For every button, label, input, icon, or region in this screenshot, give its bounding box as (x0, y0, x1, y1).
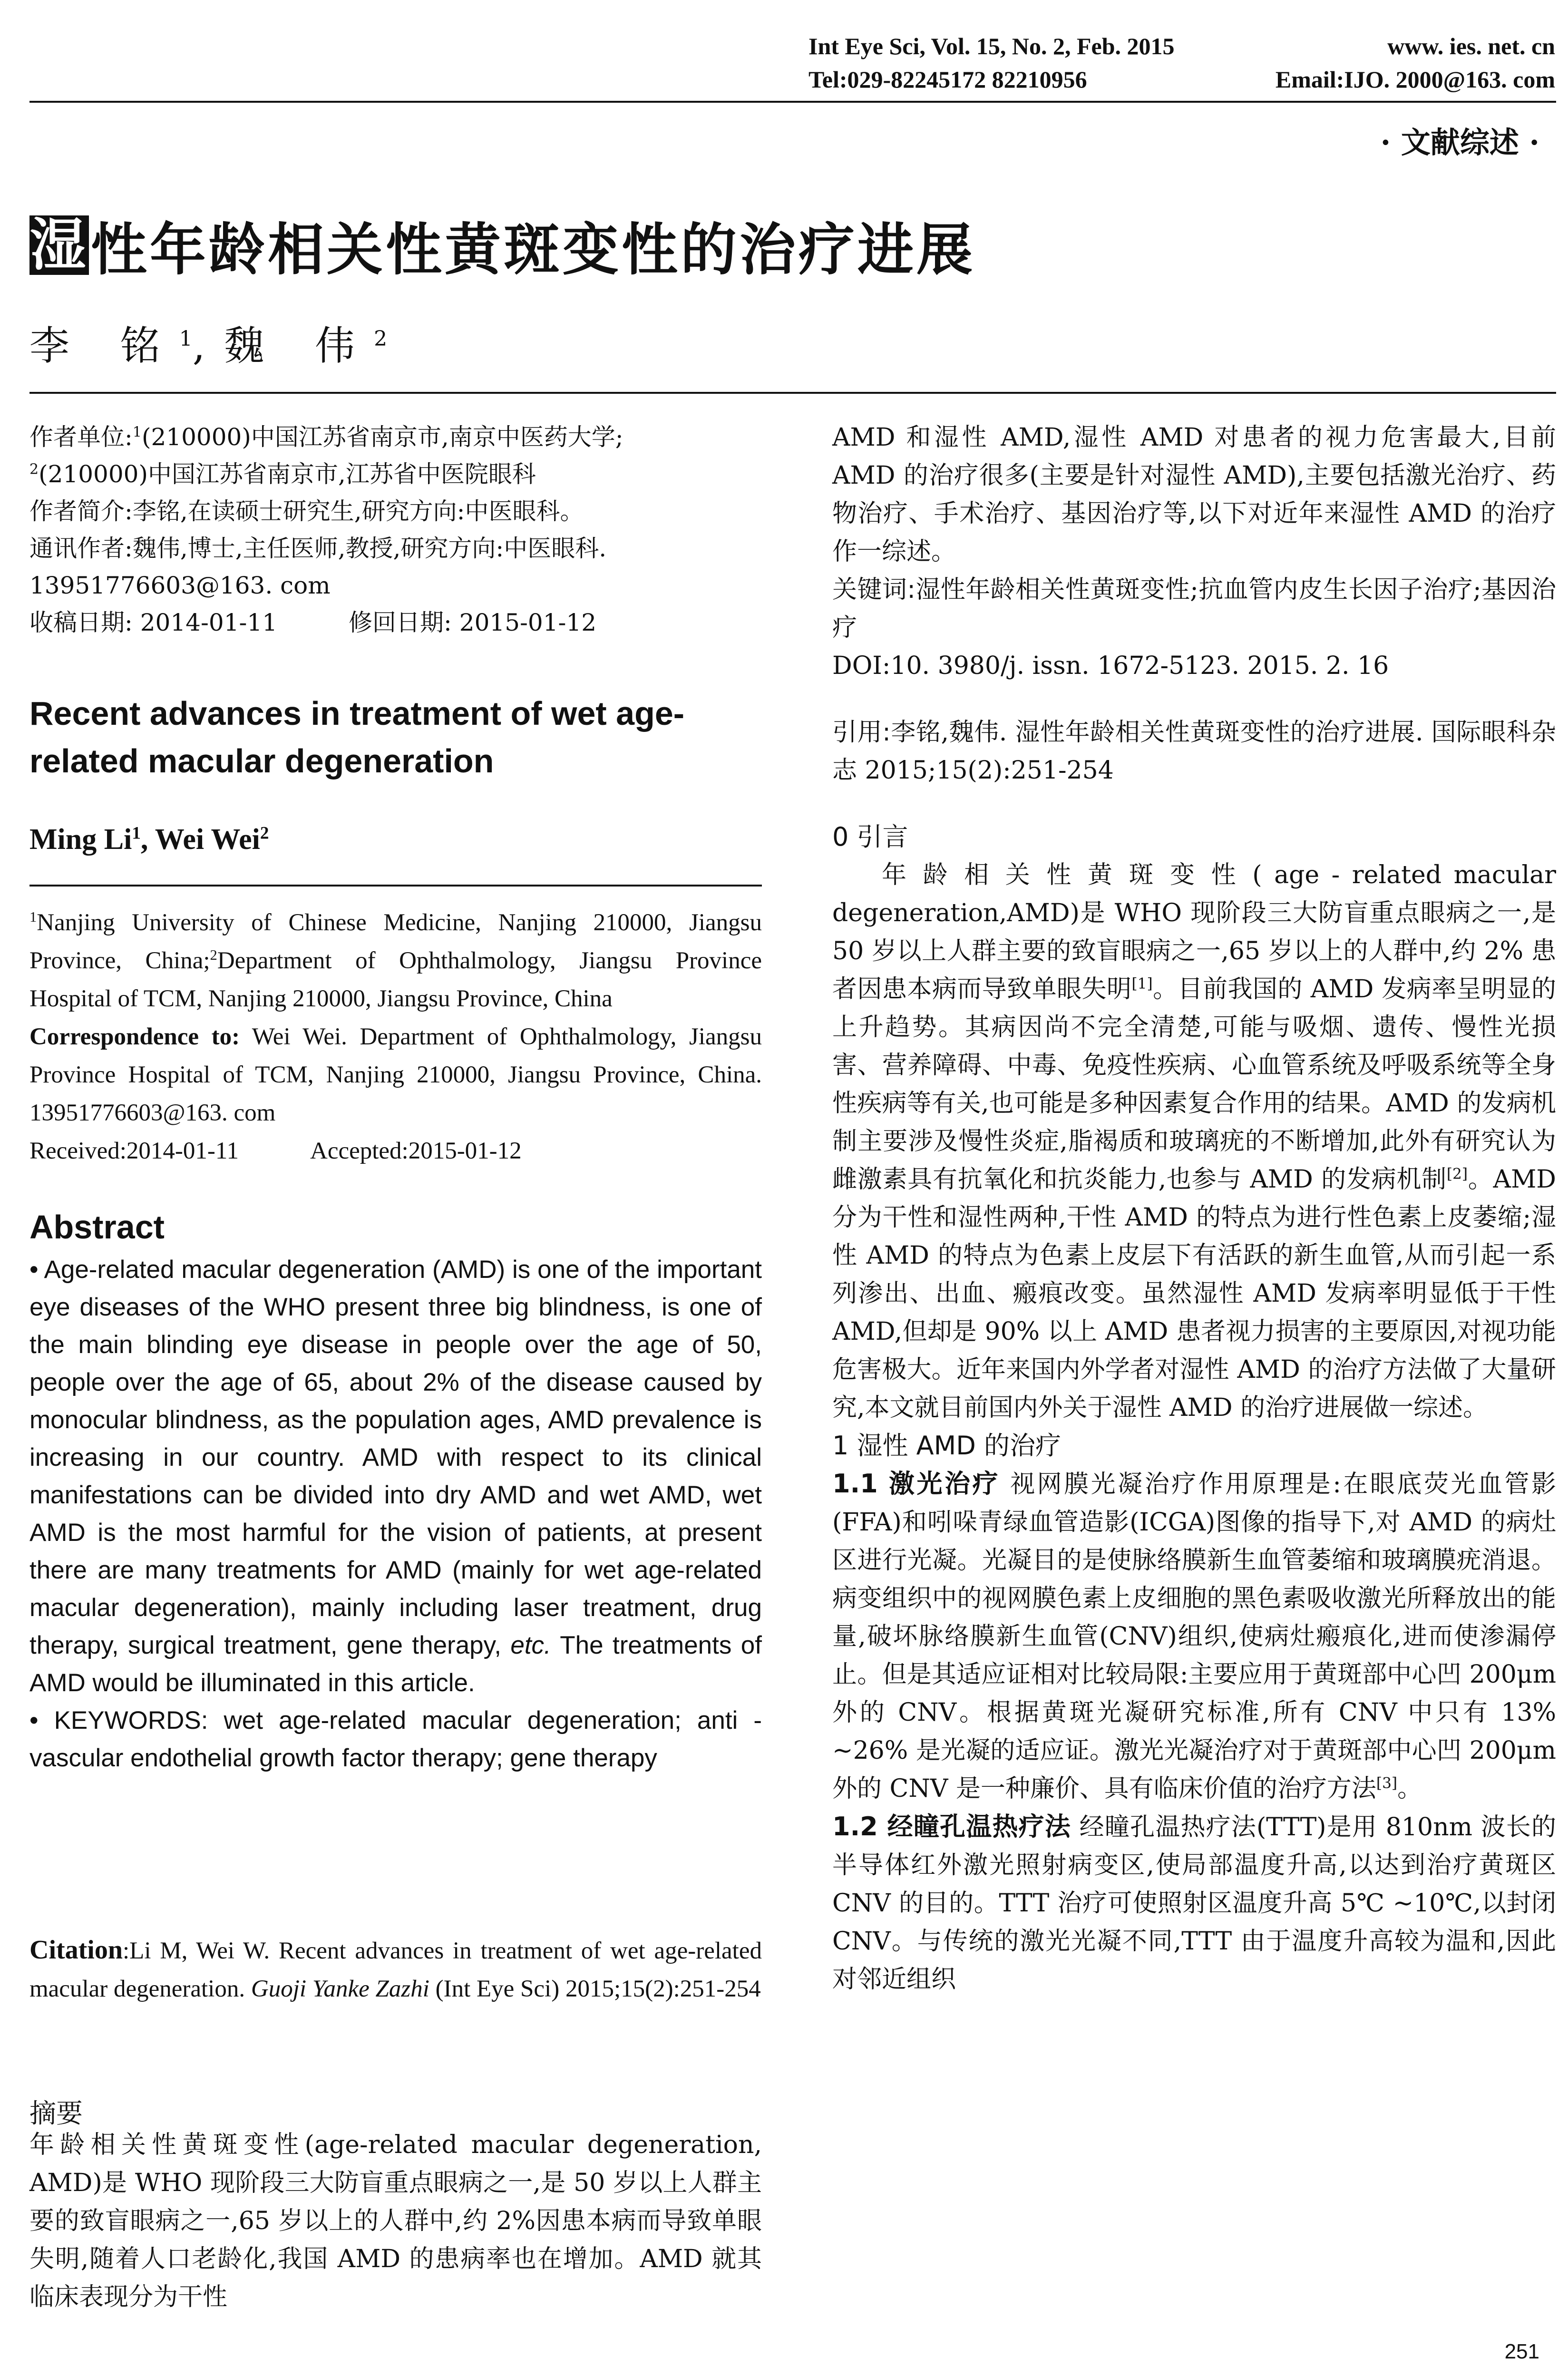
author-sep: , (192, 322, 224, 369)
title-divider (29, 392, 1556, 394)
affil1-text: Nanjing University of Chinese Medicine, Nanjing 210000, Jiangsu Province, China; (29, 909, 762, 974)
cite-text-cn: 李铭,魏伟. 湿性年龄相关性黄斑变性的治疗进展. 国际眼科杂志 2015;15(2):251-254 (832, 718, 1556, 785)
keywords-cn: 湿性年龄相关性黄斑变性;抗血管内皮生长因子治疗;基因治疗 (832, 575, 1556, 642)
unit-label: 作者单位: (29, 423, 133, 451)
abstract-etc: etc. (510, 1631, 551, 1659)
correspondence-text: Wei Wei. Department of Ophthalmology, Jiangsu Province Hospital of TCM, Nanjing 210000, Jiangsu Province, China. 13951776603@163. com (29, 1023, 762, 1126)
correspondence-label: Correspondence to: (29, 1023, 240, 1050)
cite-label-cn: 引用: (832, 718, 891, 747)
corr-contact: 13951776603@163. com (29, 572, 331, 599)
author-info-cn (29, 419, 762, 641)
english-affiliations (29, 904, 762, 1170)
citation-label: Citation (29, 1935, 123, 1965)
affil1-sup: 1 (29, 909, 37, 925)
author-2-en: Wei Wei (155, 823, 260, 856)
right-column (832, 419, 1556, 1998)
author-1-en-sup: 1 (132, 823, 141, 843)
citation-journal: Guoji Yanke Zazhi (251, 1976, 429, 2002)
citation (29, 1931, 762, 2008)
author-2-sup: 2 (374, 327, 388, 351)
revised-date-cn: 修回日期: 2015-01-12 (349, 609, 597, 636)
accepted-date-en: Accepted:2015-01-12 (310, 1138, 522, 1164)
section-0-heading: 0 引言 (832, 822, 908, 852)
section-1-2-heading: 1.2 经瞳孔温热疗法 (832, 1812, 1071, 1841)
section-1-heading: 1 湿性 AMD 的治疗 (832, 1431, 1061, 1461)
title-first-char: 湿 (29, 212, 89, 278)
received-date-cn: 收稿日期: 2014-01-11 (29, 609, 278, 636)
citation-tail: 2015;15(2):251-254 (565, 1976, 761, 2002)
affil2-sup: 2 (210, 947, 217, 963)
ref-1[interactable]: [1] (1131, 975, 1153, 993)
english-authors: Ming Li$^1$, Wei Wei$^2$ (29, 823, 269, 856)
page-title (29, 205, 975, 285)
journal-email[interactable]: Email:IJO. 2000@163. com (1275, 66, 1555, 93)
intro-part-c: 。AMD 分为干性和湿性两种,干性 AMD 的特点为进行性色素上皮萎缩;湿性 AMD 的特点为色素上皮层下有活跃的新生血管,从而引起一系列渗出、出血、瘢痕改变。虽然湿性 AMD 发病率明显低于干性 AMD,但却是 90% 以上 AMD 患者视力损害的主要原因,对视功能危害极大。近年来国内外学者对湿性 AMD 的治疗方法做了大量研究,本文就目前国内外关于湿性 AMD 的治疗进展做一综述。 (832, 1165, 1556, 1422)
keywords-label: 关键词: (832, 575, 915, 604)
citation-journal-en: (Int Eye Sci) (429, 1976, 565, 2002)
author-bio: 作者简介:李铭,在读硕士研究生,研究方向:中医眼科。 (29, 497, 584, 525)
author-2-cn: 魏 伟 (224, 322, 374, 369)
journal-tel: Tel:029-82245172 82210956 (808, 66, 1087, 93)
ttt-text: 经瞳孔温热疗法(TTT)是用 810nm 波长的半导体红外激光照射病变区,使局部温度升高,以达到治疗黄斑区 CNV 的目的。TTT 治疗可使照射区温度升高 5℃ ~10℃,以封闭 CNV。与传统的激光光凝不同,TTT 由于温度升高较为温和,因此对邻近组织 (832, 1813, 1556, 1994)
cn-abstract-continued: AMD 和湿性 AMD,湿性 AMD 对患者的视力危害最大,目前 AMD 的治疗很多(主要是针对湿性 AMD),主要包括激光治疗、药物治疗、手术治疗、基因治疗等,以下对近年来湿性 AMD 的治疗作一综述。 (832, 423, 1556, 566)
ref-3[interactable]: [3] (1376, 1774, 1398, 1792)
abstract-keywords: • KEYWORDS: wet age-related macular degeneration; anti - vascular endothelial growth factor therapy; gene therapy (29, 1706, 762, 1772)
intro-part-a: 年 龄 相 关 性 黄 斑 变 性 ( age - related macular degeneration,AMD)是 WHO 现阶段三大防盲重点眼病之一,是 50 岁以上人群主要的致盲眼病之一,65 岁以上的人群中,约 2% 患者因患本病而导致单眼失明 (832, 861, 1556, 1003)
journal-website[interactable]: www. ies. net. cn (1387, 33, 1555, 59)
abstract-heading: Abstract (29, 1208, 165, 1246)
received-date-en: Received:2014-01-11 (29, 1138, 239, 1164)
unit2-text: (210000)中国江苏省南京市,江苏省中医院眼科 (39, 460, 536, 488)
section-tag: · 文献综述 · (1380, 125, 1539, 160)
corresponding-author: 通讯作者:魏伟,博士,主任医师,教授,研究方向:中医眼科. (29, 535, 607, 562)
section-1-1-heading: 1.1 激光治疗 (832, 1469, 1001, 1499)
intro-part-b: 。目前我国的 AMD 发病率呈明显的上升趋势。其病因尚不完全清楚,可能与吸烟、遗传、慢性光损害、营养障碍、中毒、免疫性疾病、心血管系统及呼吸系统等全身性疾病等有关,也可能是多种因素复合作用的结果。AMD 的发病机制主要涉及慢性炎症,脂褐质和玻璃疣的不断增加,此外有研究认为雌激素具有抗氧化和抗炎能力,也参与 AMD 的发病机制 (832, 975, 1556, 1194)
author-1-sup: 1 (179, 327, 193, 351)
unit1-text: (210000)中国江苏省南京市,南京中医药大学; (141, 423, 623, 451)
authors-cn (29, 314, 387, 371)
citation-text: :Li M, Wei W. Recent advances in treatment of wet age-related macular degeneration. (29, 1938, 762, 2002)
unit1-sup: 1 (132, 424, 142, 441)
journal-header (808, 29, 1555, 96)
author-2-en-sup: 2 (260, 823, 269, 843)
page-number: 251 (1504, 2340, 1539, 2363)
doi[interactable]: DOI:10. 3980/j. issn. 1672-5123. 2015. 2. 16 (832, 652, 1389, 680)
cn-abstract-body: 年龄相关性黄斑变性(age-related macular degeneration, AMD)是 WHO 现阶段三大防盲重点眼病之一,是 50 岁以上人群主要的致盲眼病之一,65 岁以上的人群中,约 2%因患本病而导致单眼失明,随着人口老龄化,我国 AMD 的患病率也在增加。AMD 就其临床表现分为干性 (29, 2131, 762, 2311)
affil2-text: Department of Ophthalmology, Jiangsu Province Hospital of TCM, Nanjing 210000, Jiangsu Province, China (29, 947, 762, 1012)
laser-text: 视网膜光凝治疗作用原理是:在眼底荧光血管影(FFA)和吲哚青绿血管造影(ICGA)图像的指导下,对 AMD 的病灶区进行光凝。光凝目的是使脉络膜新生血管萎缩和玻璃膜疣消退。病变组织中的视网膜色素上皮细胞的黑色素吸收激光所释放出的能量,破坏脉络膜新生血管(CNV)组织,使病灶瘢痕化,进而使渗漏停止。但是其适应证相对比较局限:主要应用于黄斑部中心凹 200μm 外的 CNV。根据黄斑光凝研究标准,所有 CNV 中只有 13% ~26% 是光凝的适应证。激光光凝治疗对于黄斑部中心凹 200μm 外的 CNV 是一种廉价、具有临床价值的治疗方法 (832, 1470, 1556, 1803)
english-title: Recent advances in treatment of wet age-related macular degeneration (29, 695, 685, 779)
laser-text-end: 。 (1397, 1774, 1422, 1803)
journal-citation: Int Eye Sci, Vol. 15, No. 2, Feb. 2015 (808, 33, 1175, 59)
title-text: 性年龄相关性黄斑变性的治疗进展 (91, 217, 976, 283)
unit2-sup: 2 (29, 461, 39, 478)
abstract-text-end: The treatments of AMD would be illuminated in this article. (29, 1631, 762, 1697)
ref-2[interactable]: [2] (1446, 1165, 1468, 1183)
cn-abstract-heading: 摘要 (29, 2098, 83, 2129)
english-author-divider (29, 885, 762, 887)
abstract-body (29, 1251, 762, 1777)
abstract-text: • Age-related macular degeneration (AMD) is one of the important eye diseases of the WHO present three big blindness, is one of the main blinding eye disease in people over the age of 50, people over the age of 65, about 2% of the disease caused by monocular blindness, as the population ages, AMD prevalence is increasing in our country. AMD with respect to its clinical manifestations can be divided into dry AMD and wet AMD, wet AMD is the most harmful for the vision of patients, at present there are many treatments for AMD (mainly for wet age-related macular degeneration), mainly including laser treatment, drug therapy, surgical treatment, gene therapy, (29, 1256, 762, 1659)
author-1-en: Ming Li (29, 823, 132, 856)
author-1-cn: 李 铭 (29, 322, 179, 369)
header-divider (29, 101, 1556, 103)
